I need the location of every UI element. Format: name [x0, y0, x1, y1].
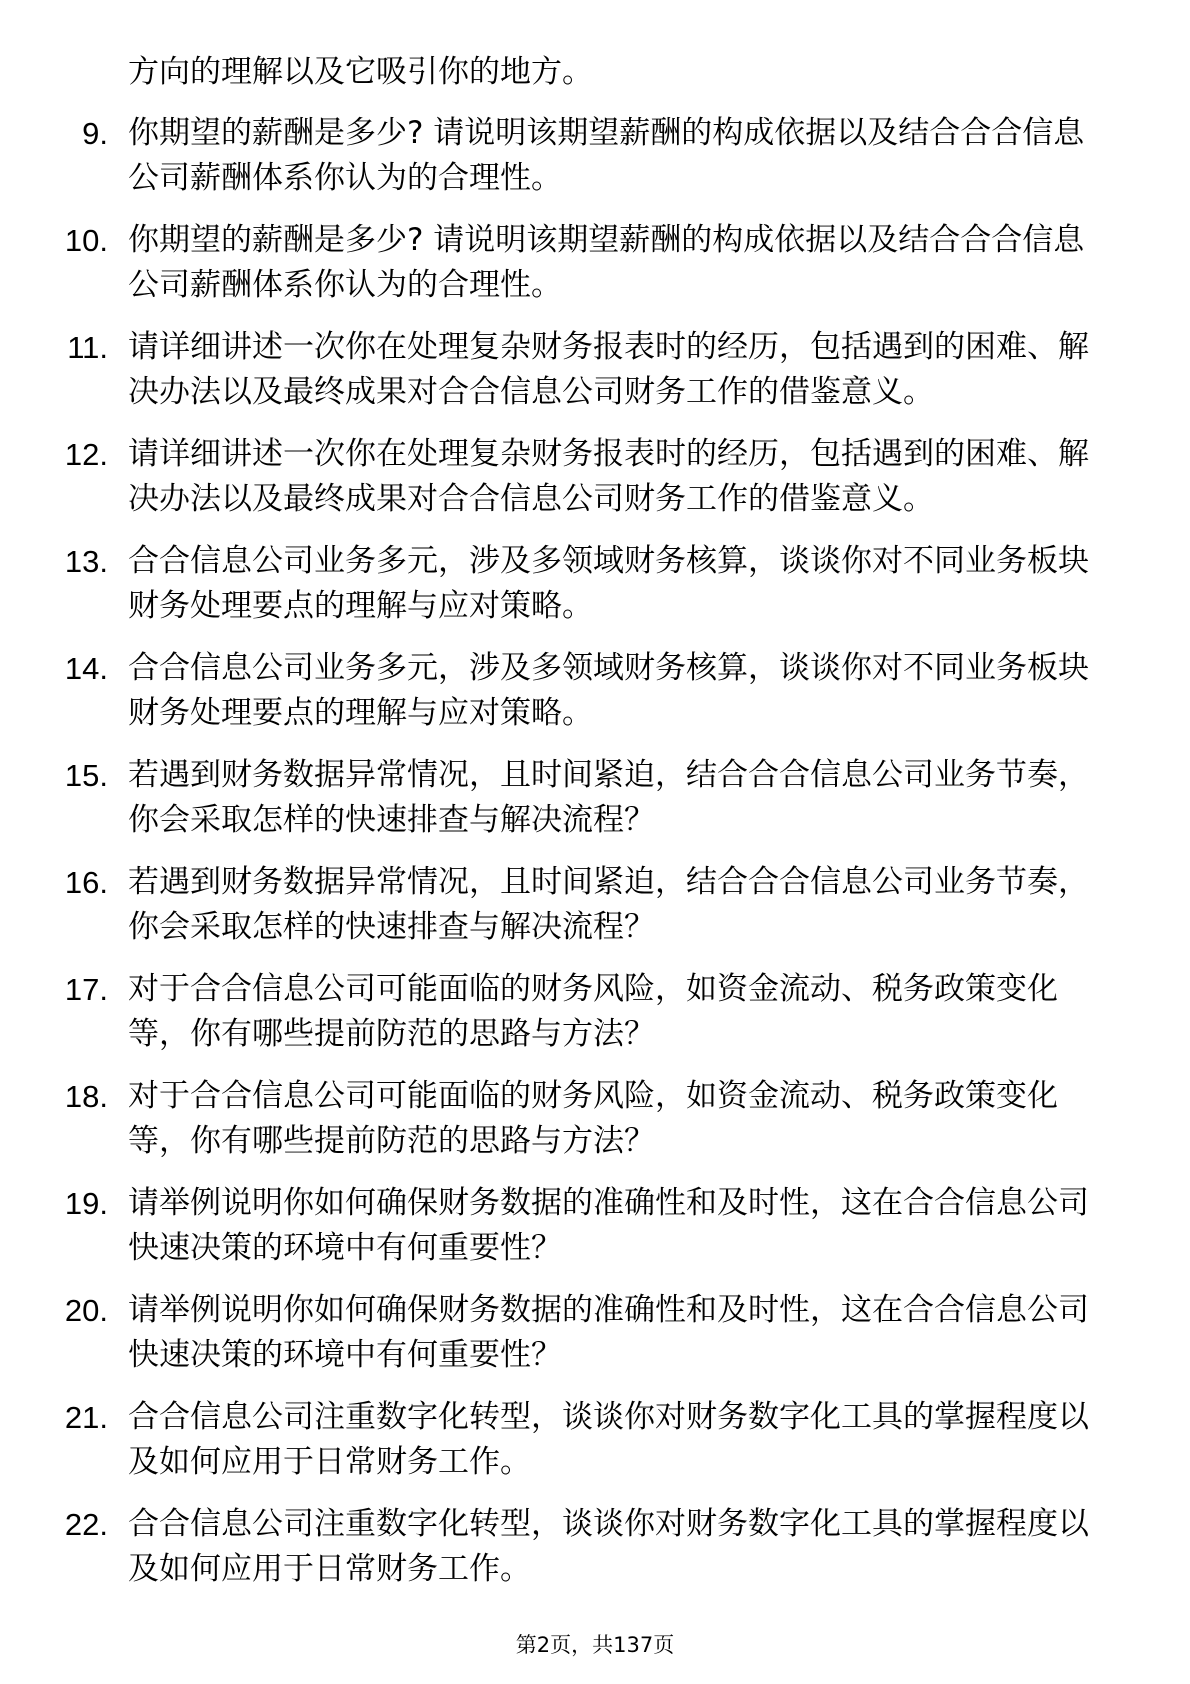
- list-item: [0, 432, 1190, 522]
- item-number: 22.: [64, 1507, 108, 1542]
- list-item: [0, 539, 1190, 629]
- list-item: [0, 1288, 1190, 1378]
- list-item: [0, 967, 1190, 1057]
- page-number-footer: 第2页，共137页: [515, 1633, 675, 1657]
- item-number: 14.: [64, 651, 108, 686]
- item-text: 若遇到财务数据异常情况，且时间紧迫，结合合合信息公司业务节奏，你会采取怎样的快速排查与解决流程？: [128, 864, 1089, 945]
- list-item: [0, 646, 1190, 736]
- list-item: [0, 753, 1190, 843]
- item-number: 16.: [64, 865, 108, 900]
- item-text: 对于合合信息公司可能面临的财务风险，如资金流动、税务政策变化等，你有哪些提前防范的思路与方法？: [128, 971, 1058, 1052]
- list-item: [0, 111, 1190, 201]
- list-item: [0, 1395, 1190, 1485]
- item-number: 13.: [64, 544, 108, 579]
- item-text: 合合信息公司业务多元，涉及多领域财务核算，谈谈你对不同业务板块财务处理要点的理解与应对策略。: [128, 650, 1089, 731]
- item-text: 请举例说明你如何确保财务数据的准确性和及时性，这在合合信息公司快速决策的环境中有何重要性？: [128, 1185, 1089, 1266]
- item-number: 12.: [64, 437, 108, 472]
- item-number: 19.: [64, 1186, 108, 1221]
- item-text: 你期望的薪酬是多少? 请说明该期望薪酬的构成依据以及结合合合信息公司薪酬体系你认为的合理性。: [128, 115, 1085, 196]
- list-item: [0, 218, 1190, 308]
- item-text: 合合信息公司注重数字化转型，谈谈你对财务数字化工具的掌握程度以及如何应用于日常财务工作。: [128, 1399, 1089, 1480]
- list-item: [0, 1181, 1190, 1271]
- item-text: 合合信息公司业务多元，涉及多领域财务核算，谈谈你对不同业务板块财务处理要点的理解与应对策略。: [128, 543, 1089, 624]
- item-number: 21.: [64, 1400, 108, 1435]
- list-item: [0, 860, 1190, 950]
- item-number: 9.: [82, 116, 108, 151]
- list-item: [0, 325, 1190, 415]
- item-number: 20.: [64, 1293, 108, 1328]
- item-text: 请详细讲述一次你在处理复杂财务报表时的经历，包括遇到的困难、解决办法以及最终成果对合合信息公司财务工作的借鉴意义。: [128, 436, 1089, 517]
- item-number: 15.: [64, 758, 108, 793]
- item-text: 请举例说明你如何确保财务数据的准确性和及时性，这在合合信息公司快速决策的环境中有何重要性？: [128, 1292, 1089, 1373]
- item-text: 对于合合信息公司可能面临的财务风险，如资金流动、税务政策变化等，你有哪些提前防范的思路与方法？: [128, 1078, 1058, 1159]
- continued-text-line: 方向的理解以及它吸引你的地方。: [128, 54, 593, 90]
- item-text: 你期望的薪酬是多少? 请说明该期望薪酬的构成依据以及结合合合信息公司薪酬体系你认为的合理性。: [128, 222, 1085, 303]
- item-text: 若遇到财务数据异常情况，且时间紧迫，结合合合信息公司业务节奏，你会采取怎样的快速排查与解决流程？: [128, 757, 1089, 838]
- list-item: [0, 1074, 1190, 1164]
- item-number: 10.: [64, 223, 108, 258]
- item-text: 请详细讲述一次你在处理复杂财务报表时的经历，包括遇到的困难、解决办法以及最终成果对合合信息公司财务工作的借鉴意义。: [128, 329, 1089, 410]
- item-text: 合合信息公司注重数字化转型，谈谈你对财务数字化工具的掌握程度以及如何应用于日常财务工作。: [128, 1506, 1089, 1587]
- list-item: [0, 1502, 1190, 1592]
- item-number: 11.: [67, 330, 108, 365]
- question-list: [0, 111, 1190, 1609]
- item-number: 18.: [64, 1079, 108, 1114]
- item-number: 17.: [64, 972, 108, 1007]
